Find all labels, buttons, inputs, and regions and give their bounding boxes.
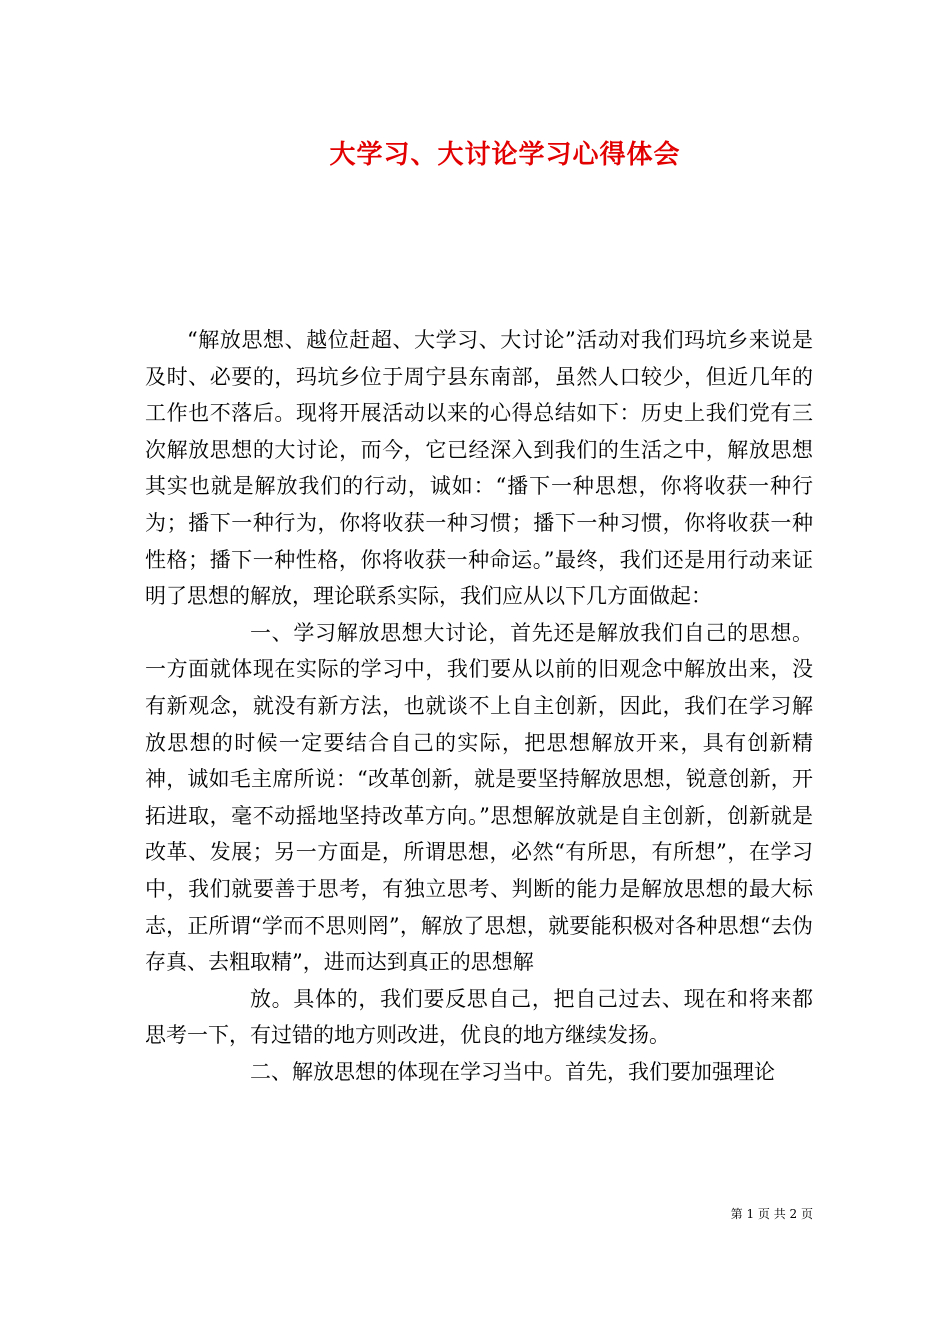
paragraph-continuation: 放。具体的，我们要反思自己，把自己过去、现在和将来都思考一下，有过错的地方则改进，优良的地方继续发扬。: [145, 986, 813, 1048]
document-title: 大学习、大讨论学习心得体会: [329, 140, 681, 170]
document-body: [145, 322, 813, 1090]
paragraph-section-two: 二、解放思想的体现在学习当中。首先，我们要加强理论: [250, 1059, 775, 1084]
paragraph-intro: “解放思想、越位赶超、大学习、大讨论”活动对我们玛坑乡来说是及时、必要的，玛坑乡位于周宁县东南部，虽然人口较少，但近几年的工作也不落后。现将开展活动以来的心得总结如下：历史上我们党有三次解放思想的大讨论，而今，它已经深入到我们的生活之中，解放思想其实也就是解放我们的行动，诚如：“播下一种思想，你将收获一种行为；播下一种行为，你将收获一种习惯；播下一种习惯，你将收获一种性格；播下一种性格，你将收获一种命运。”最终，我们还是用行动来证明了思想的解放，理论联系实际，我们应从以下几方面做起：: [145, 328, 813, 609]
paragraph-section-one: 一、学习解放思想大讨论，首先还是解放我们自己的思想。一方面就体现在实际的学习中，我们要从以前的旧观念中解放出来，没有新观念，就没有新方法，也就谈不上自主创新，因此，我们在学习解放思想的时候一定要结合自己的实际，把思想解放开来，具有创新精神，诚如毛主席所说：“改革创新，就是要坚持解放思想，锐意创新，开拓进取，毫不动摇地坚持改革方向。”思想解放就是自主创新，创新就是改革、发展；另一方面是，所谓思想，必然“有所思，有所想”，在学习中，我们就要善于思考，有独立思考、判断的能力是解放思想的最大标志，正所谓“学而不思则罔”，解放了思想，就要能积极对各种思想“去伪存真、去粗取精”，进而达到真正的思想解: [145, 620, 813, 975]
page-number: 第 1 页 共 2 页: [730, 1207, 813, 1221]
